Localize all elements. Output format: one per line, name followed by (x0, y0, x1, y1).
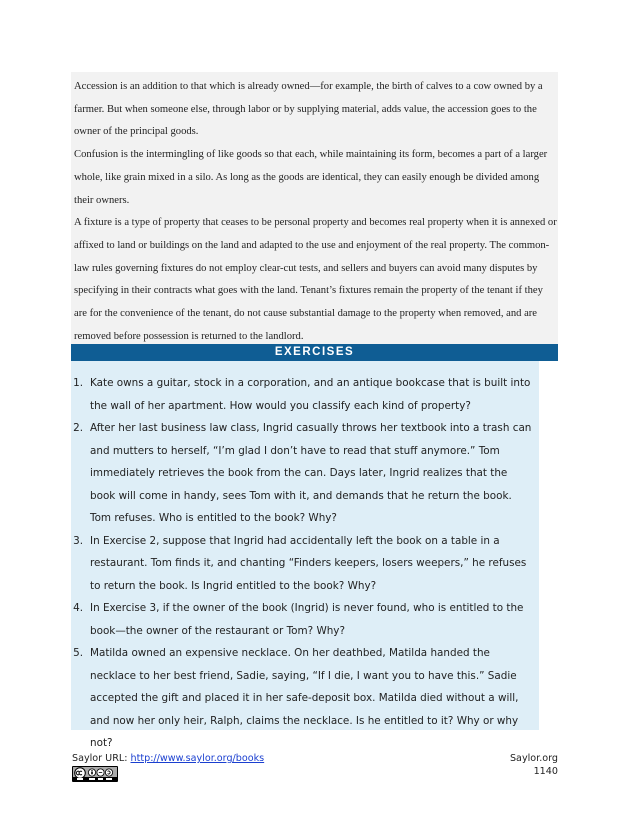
footer-page-info (510, 752, 558, 778)
exercise-number: 2. (73, 422, 83, 434)
exercise-item-5 (71, 642, 539, 755)
footer-site: Saylor.org (509, 753, 558, 764)
exercise-item-1 (71, 372, 539, 417)
summary-box (71, 72, 558, 344)
summary-paragraph-fixture: A fixture is a type of property that ceases to be personal property and becomes real property when it is annexed or affixed to land or buildings on the land and adapted to the use and enjoyment of the real property. The common-law rules governing fixtures do not employ clear-cut tests, and sellers and buyers can avoid many disputes by specifying in their contracts what goes with the land. Tenant’s fixtures remain the property of the tenant if they are for the convenience of the tenant, do not cause substantial damage to the property when removed, and are removed before possession is returned to the landlord. (74, 217, 557, 342)
exercise-text: After her last business law class, Ingrid casually throws her textbook into a trash can and mutters to herself, “I’m glad I don’t have to read that stuff anymore.” Tom immediately retrieves the book from the can. Days later, Ingrid realizes that the book will come in handy, sees Tom with it, and demands that he return the book. Tom refuses. Who is entitled to the book? Why? (90, 422, 532, 524)
exercises-box (71, 361, 539, 749)
footer-url-label: Saylor URL: (72, 753, 131, 764)
saylor-books-link[interactable]: http://www.saylor.org/books (130, 753, 265, 764)
exercise-item-3 (71, 530, 539, 598)
cc-license-badge-graphic (73, 767, 117, 781)
exercise-number: 1. (73, 377, 83, 389)
exercise-number: 3. (73, 534, 83, 547)
exercise-text: Matilda owned an expensive necklace. On her deathbed, Matilda handed the necklace to her best friend, Sadie, saying, “If I die, I want you to have this.” Sadie accepted the gift and placed it in her safe-deposit box. Matilda died without a will, and now her only heir, Ralph, claims the necklace. Is he entitled to it? Why or why not? (90, 647, 519, 749)
summary-paragraph-confusion: Confusion is the intermingling of like goods so that each, while maintaining its form, becomes a part of a larger whole, like grain mixed in a silo. As long as the goods are identical, they can easily enough be divided among their owners. (74, 149, 548, 206)
exercise-number: 4. (73, 602, 83, 614)
exercises-heading: EXERCISES (71, 344, 558, 361)
exercise-text: In Exercise 2, suppose that Ingrid had accidentally left the book on a table in a restaurant. Tom finds it, and chanting “Finders keepers, losers weepers,” he refuses to return the book. Is Ingrid entitled to the book? Why? (90, 534, 527, 592)
exercise-list (71, 372, 539, 755)
page-number: 1140 (533, 766, 558, 777)
exercise-item-2 (71, 417, 539, 530)
exercise-text: Kate owns a guitar, stock in a corporation, and an antique bookcase that is built into the wall of her apartment. How would you classify each kind of property? (90, 377, 531, 412)
exercise-number: 5. (73, 647, 83, 659)
exercise-text: In Exercise 3, if the owner of the book (Ingrid) is never found, who is entitled to the book—the owner of the restaurant or Tom? Why? (90, 602, 524, 637)
exercise-item-4 (71, 597, 539, 642)
summary-paragraph-accession: Accession is an addition to that which is already owned—for example, the birth of calves to a cow owned by a farmer. But when someone else, through labor or by supplying material, adds value, the accession goes to the owner of the principal goods. (74, 81, 543, 138)
summary-text (74, 76, 558, 344)
creative-commons-license-icon (72, 766, 118, 782)
footer-url (72, 752, 264, 765)
